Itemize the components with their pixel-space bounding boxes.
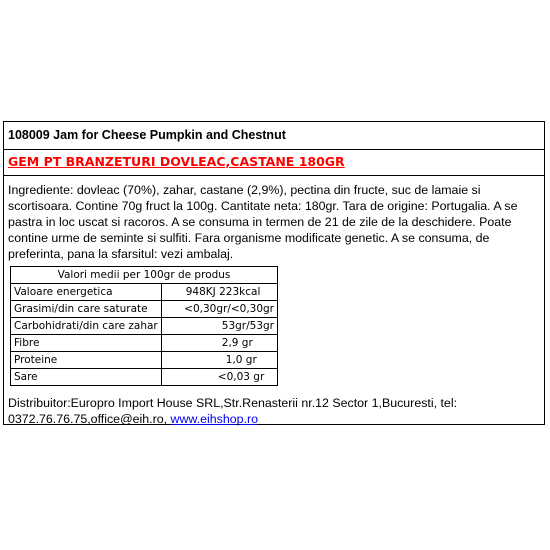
nutrient-label: Valoare energetica <box>11 284 162 301</box>
product-name: GEM PT BRANZETURI DOVLEAC,CASTANE 180GR <box>4 150 544 176</box>
distributor-info <box>8 395 540 427</box>
nutrient-value: 53gr/53gr <box>221 320 274 332</box>
nutrient-value: 223kcal <box>219 286 261 298</box>
nutrition-header: Valori medii per 100gr de produs <box>11 267 278 284</box>
nutrient-label: Grasimi/din care saturate <box>11 301 162 318</box>
table-row <box>11 335 278 352</box>
nutrient-label: Fibre <box>11 335 162 352</box>
product-code-title: 108009 Jam for Cheese Pumpkin and Chestnut <box>4 122 544 150</box>
ingredients-text: Ingrediente: dovleac (70%), zahar, castane (2,9%), pectina din fructe, suc de lamaie si scortisoara. Contine 70g fruct la 100g. Cantitate neta: 180gr. Tara de origine: Portugalia. A se pastra in loc uscat si racoros. A se consuma in termen de 21 de zile de la deschidere. Poate contine urme de seminte si sulfiti. Fara organisme modificate genetic. A se consuma, de preferinta, pana la sfarsitul: vezi ambalaj. <box>8 183 518 261</box>
nutrient-value: <0,03 gr <box>217 371 265 383</box>
nutrient-label: Sare <box>11 369 162 386</box>
nutrition-table <box>10 266 278 386</box>
table-row <box>11 301 278 318</box>
table-row <box>11 352 278 369</box>
nutrient-value: 2,9 gr <box>221 337 253 349</box>
nutrient-label: Carbohidrati/din care zahar <box>11 318 162 335</box>
nutrient-label: Proteine <box>11 352 162 369</box>
table-row <box>11 284 278 301</box>
nutrient-value: 1,0 gr <box>225 354 257 366</box>
nutrient-value: <0,30gr/<0,30gr <box>184 303 274 315</box>
website-link[interactable]: www.eihshop.ro <box>170 412 258 426</box>
distributor-text: Distribuitor:Europro Import House SRL,Str.Renasterii nr.12 Sector 1,Bucuresti, tel: 0372.76.76.75,office@eih.ro, <box>8 396 458 426</box>
table-row <box>11 369 278 386</box>
product-label <box>3 121 545 425</box>
nutrient-value-kj: 948KJ <box>185 286 216 298</box>
table-row <box>11 318 278 335</box>
